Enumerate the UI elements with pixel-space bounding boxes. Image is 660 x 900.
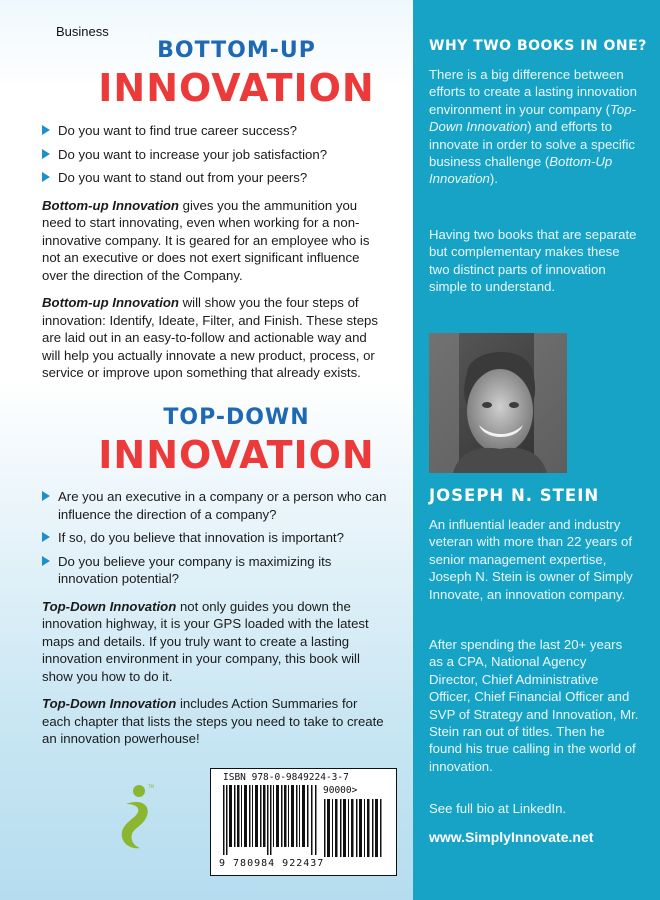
- author-name: JOSEPH N. STEIN: [429, 486, 600, 505]
- isbn-barcode: [210, 768, 397, 876]
- book1-subtitle: [60, 38, 413, 63]
- publisher-logo-icon: [112, 782, 162, 852]
- barcode-bars-addon: [323, 799, 385, 857]
- book2-paragraph-2: Top-Down Innovation includes Action Summaries for each chapter that lists the steps you need to take to create an innovation powerhouse!: [42, 696, 384, 746]
- list-item: Do you want to find true career success?: [42, 122, 387, 140]
- bullet-triangle-icon: [42, 125, 50, 135]
- category-label: Business: [56, 24, 109, 39]
- book2-bullet-list: [42, 488, 387, 588]
- author-bio-2: After spending the last 20+ years as a CPA, National Agency Director, Chief Administrative Officer, Chief Financial Officer and SVP of Strategy and Innovation, Mr. Stein ran out of titles. Then he found his true calling in the world of innovation.: [429, 637, 639, 774]
- book2-subtitle: [60, 405, 413, 430]
- why-two-books-heading: WHY TWO BOOKS IN ONE?: [429, 38, 647, 54]
- bullet-triangle-icon: [42, 172, 50, 182]
- book1-content: [42, 122, 387, 382]
- list-item: Do you believe your company is maximizing its innovation potential?: [42, 553, 387, 588]
- list-item: If so, do you believe that innovation is important?: [42, 529, 387, 547]
- bullet-triangle-icon: [42, 532, 50, 542]
- price-code: 90000>: [323, 785, 358, 796]
- svg-text:TM: TM: [148, 784, 154, 789]
- book2-title: INNOVATION: [98, 433, 375, 477]
- book1-paragraph-2: Bottom-up Innovation will show you the four steps of innovation: Identify, Ideate, Filter, and Finish. These steps are laid out in an easy-to-follow and actionable way and will help you actually innovate a new product, process, or service or improve upon something that already exists.: [42, 295, 378, 380]
- book1-title: INNOVATION: [98, 66, 375, 110]
- book1-title-part2: UP: [279, 38, 316, 63]
- book2-paragraph-1: Top-Down Innovation not only guides you down the innovation highway, it is your GPS loaded with the latest maps and details. If you truly want to create a lasting innovation environment in your company, this book will show you how to do it.: [42, 598, 369, 684]
- bullet-triangle-icon: [42, 556, 50, 566]
- list-item: Are you an executive in a company or a person who can influence the direction of a company?: [42, 488, 387, 523]
- website-link[interactable]: www.SimplyInnovate.net: [429, 829, 594, 845]
- barcode-bars-main: [221, 785, 319, 855]
- book1-title-dash: -: [269, 38, 280, 63]
- book1-paragraph-1: Bottom-up Innovation gives you the ammunition you need to start innovating, even when working for a non-innovative company. It is geared for an employee who is not an executive or does not exert significant influence over the direction of the Company.: [42, 197, 370, 283]
- barcode-digits: 9 780984 922437: [219, 858, 325, 869]
- list-item: Do you want to increase your job satisfaction?: [42, 146, 387, 164]
- why-paragraph-1: There is a big difference between efforts to create a lasting innovation environment in your company (Top-Down Innovation) and efforts to innovate in order to solve a specific business challenge (Bottom-Up Innovation).: [429, 67, 637, 187]
- author-bio-3: See full bio at LinkedIn.: [429, 801, 567, 816]
- author-photo: [429, 333, 567, 473]
- book2-content: [42, 488, 387, 748]
- bullet-triangle-icon: [42, 491, 50, 501]
- bullet-triangle-icon: [42, 149, 50, 159]
- book2-title-part2: DOWN: [225, 405, 310, 430]
- list-item: Do you want to stand out from your peers?: [42, 169, 387, 187]
- book1-bullet-list: [42, 122, 387, 187]
- why-paragraph-2: Having two books that are separate but complementary makes these two distinct parts of innovation simple to understand.: [429, 227, 637, 295]
- book2-title-part1: TOP: [163, 405, 216, 430]
- isbn-label: ISBN 978-0-9849224-3-7: [223, 772, 349, 783]
- author-bio-1: An influential leader and industry veteran with more than 22 years of senior management expertise, Joseph N. Stein is owner of Simply Innovate, an innovation company.: [429, 517, 633, 602]
- book1-title-part1: BOTTOM: [157, 38, 270, 63]
- book2-title-dash: -: [215, 405, 226, 430]
- right-panel: [413, 0, 660, 900]
